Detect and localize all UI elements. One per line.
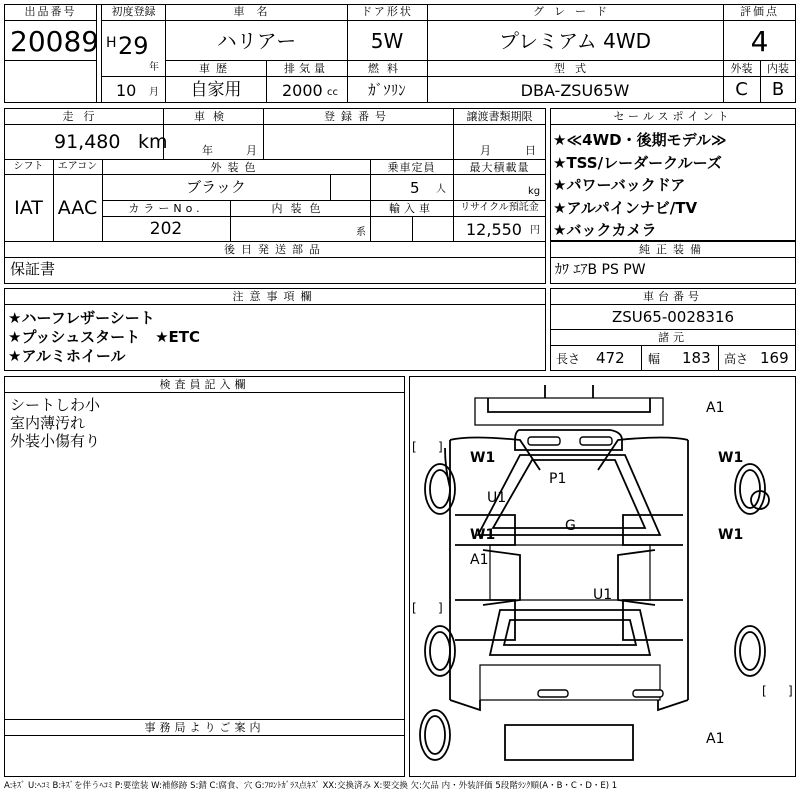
color-no: 202 — [149, 219, 183, 239]
later-parts: 保証書 — [10, 260, 56, 278]
damage-mark: W1 — [718, 450, 744, 466]
recycle-label: リサイクル預託金 — [460, 202, 539, 213]
height: 169 — [760, 349, 789, 367]
mileage-label: 走行 — [62, 110, 105, 123]
damage-mark: U1 — [593, 587, 613, 603]
era-prefix: H — [106, 35, 117, 51]
note-line: ★プッシュスタート ★ETC — [8, 328, 201, 346]
load-label: 最大積載量 — [469, 161, 530, 174]
displacement-unit: cc — [327, 87, 338, 98]
damage-mark: P1 — [549, 471, 567, 487]
color-no-label: カラーNo. — [128, 202, 204, 215]
capacity: 5 — [410, 179, 420, 197]
score-label: 評価点 — [740, 5, 779, 18]
door: 5W — [370, 29, 404, 53]
color: ブラック — [186, 178, 246, 196]
exterior-label: 外装 — [730, 62, 753, 75]
bracket-mark: [ — [412, 601, 417, 615]
damage-mark: W1 — [470, 527, 496, 543]
inspection-month-unit: 月 — [246, 144, 257, 157]
damage-mark: G — [565, 518, 576, 534]
length-label: 長さ — [556, 352, 581, 366]
mileage: 91,480 — [54, 131, 121, 153]
inspector-line: シートしわ小 — [10, 396, 101, 414]
color-label: 外装色 — [210, 161, 262, 174]
score: 4 — [750, 25, 769, 58]
legend-line: A:ｷｽﾞ U:ﾍｺﾐ B:ｷｽﾞを伴うﾍｺﾐ P:要塗装 W:補修跡 S:錆 C:腐食、穴 G:ﾌﾛﾝﾄｶﾞﾗｽ点ｷｽﾞ XX:交換済み X:要交換 欠:欠品 内・外装評価 5段階ﾗﾝｸ順(A・B・C・D・E) 1 — [4, 781, 618, 791]
reg-month: 10 — [116, 81, 137, 100]
int-color-unit: 系 — [356, 227, 366, 238]
sales-point: ★アルパインナビ/TV — [553, 198, 698, 217]
sales-point: ★≪4WD・後期モデル≫ — [553, 131, 727, 149]
transfer-month-unit: 月 — [480, 144, 491, 157]
chassis-label: 車台番号 — [643, 290, 703, 303]
damage-mark: W1 — [470, 450, 496, 466]
damage-mark: A1 — [706, 731, 725, 747]
transfer-day-unit: 日 — [525, 144, 536, 157]
width-label: 幅 — [648, 352, 661, 366]
sales-point: ★パワーバックドア — [553, 176, 686, 194]
office-label: 事務局よりご案内 — [144, 721, 265, 734]
damage-mark: U1 — [487, 490, 507, 506]
inspector-line: 外装小傷有り — [10, 432, 101, 450]
equipment-label: 純正装備 — [639, 243, 707, 256]
model-label: 型式 — [554, 62, 596, 75]
ac-label: エアコン — [57, 161, 98, 172]
sales-point: ★TSS/レーダークルーズ — [553, 153, 722, 172]
sales-point: ★バックカメラ — [553, 221, 657, 239]
recycle-unit: 円 — [530, 225, 540, 236]
reg-year: 29 — [118, 32, 149, 60]
chassis-number: ZSU65-0028316 — [611, 308, 735, 326]
history: 自家用 — [190, 80, 242, 100]
mileage-unit: km — [138, 131, 168, 153]
inspector-line: 室内薄汚れ — [10, 414, 86, 432]
damage-mark: A1 — [706, 400, 725, 416]
grade-label: グレード — [533, 5, 617, 18]
first-reg-label: 初度登録 — [111, 5, 156, 18]
displacement: 2000 — [282, 81, 323, 100]
model: DBA-ZSU65W — [520, 81, 630, 100]
damage-mark: W1 — [718, 527, 744, 543]
sales-points-label: セールスポイント — [613, 110, 733, 123]
note-line: ★ハーフレザーシート — [8, 309, 155, 327]
exterior-grade: C — [735, 79, 748, 100]
history-label: 車歴 — [199, 62, 233, 75]
bracket-mark: [ — [762, 684, 767, 698]
car-name: ハリアー — [216, 29, 297, 53]
recycle: 12,550 — [466, 220, 522, 239]
shift: IAT — [14, 197, 43, 219]
width: 183 — [682, 349, 711, 367]
displacement-label: 排気量 — [284, 62, 329, 75]
note-line: ★アルミホイール — [8, 347, 126, 365]
inspection-label: 車検 — [194, 110, 232, 123]
damage-mark: A1 — [470, 552, 489, 568]
load-unit: kg — [528, 186, 541, 197]
equipment: ｶﾜ ｴｱB PS PW — [555, 262, 646, 278]
later-parts-label: 後日発送部品 — [224, 243, 326, 256]
transfer-label: 譲渡書類期限 — [466, 110, 533, 123]
ac: AAC — [57, 197, 98, 219]
capacity-label: 乗車定員 — [387, 161, 436, 174]
bracket-mark: ] — [438, 440, 443, 454]
height-label: 高さ — [724, 352, 749, 366]
car-name-label: 車名 — [233, 5, 280, 18]
lot-number-label: 出品番号 — [24, 5, 77, 18]
bracket-mark: ] — [788, 684, 793, 698]
bracket-mark: [ — [412, 440, 417, 454]
int-color-label: 内装色 — [271, 202, 329, 215]
capacity-unit: 人 — [436, 184, 446, 195]
notes-label: 注意事項欄 — [232, 290, 318, 303]
plate-label: 登録番号 — [324, 110, 392, 123]
inspection-year-unit: 年 — [202, 144, 213, 157]
fuel: ｶﾞｿﾘﾝ — [368, 81, 406, 99]
interior-label: 内装 — [767, 62, 789, 75]
shift-label: シフト — [13, 161, 44, 172]
bracket-mark: ] — [438, 601, 443, 615]
grade: プレミアム 4WD — [498, 29, 652, 53]
year-unit: 年 — [149, 62, 159, 73]
length: 472 — [596, 349, 625, 367]
lot-number: 20089 — [10, 25, 100, 58]
door-label: ドア形状 — [361, 5, 413, 18]
dimensions-label: 諸元 — [658, 331, 688, 344]
inspector-label: 検査員記入欄 — [159, 378, 250, 391]
import-label: 輸入車 — [389, 202, 434, 215]
fuel-label: 燃料 — [368, 62, 406, 75]
interior-grade: B — [771, 79, 785, 100]
month-unit: 月 — [149, 87, 159, 98]
